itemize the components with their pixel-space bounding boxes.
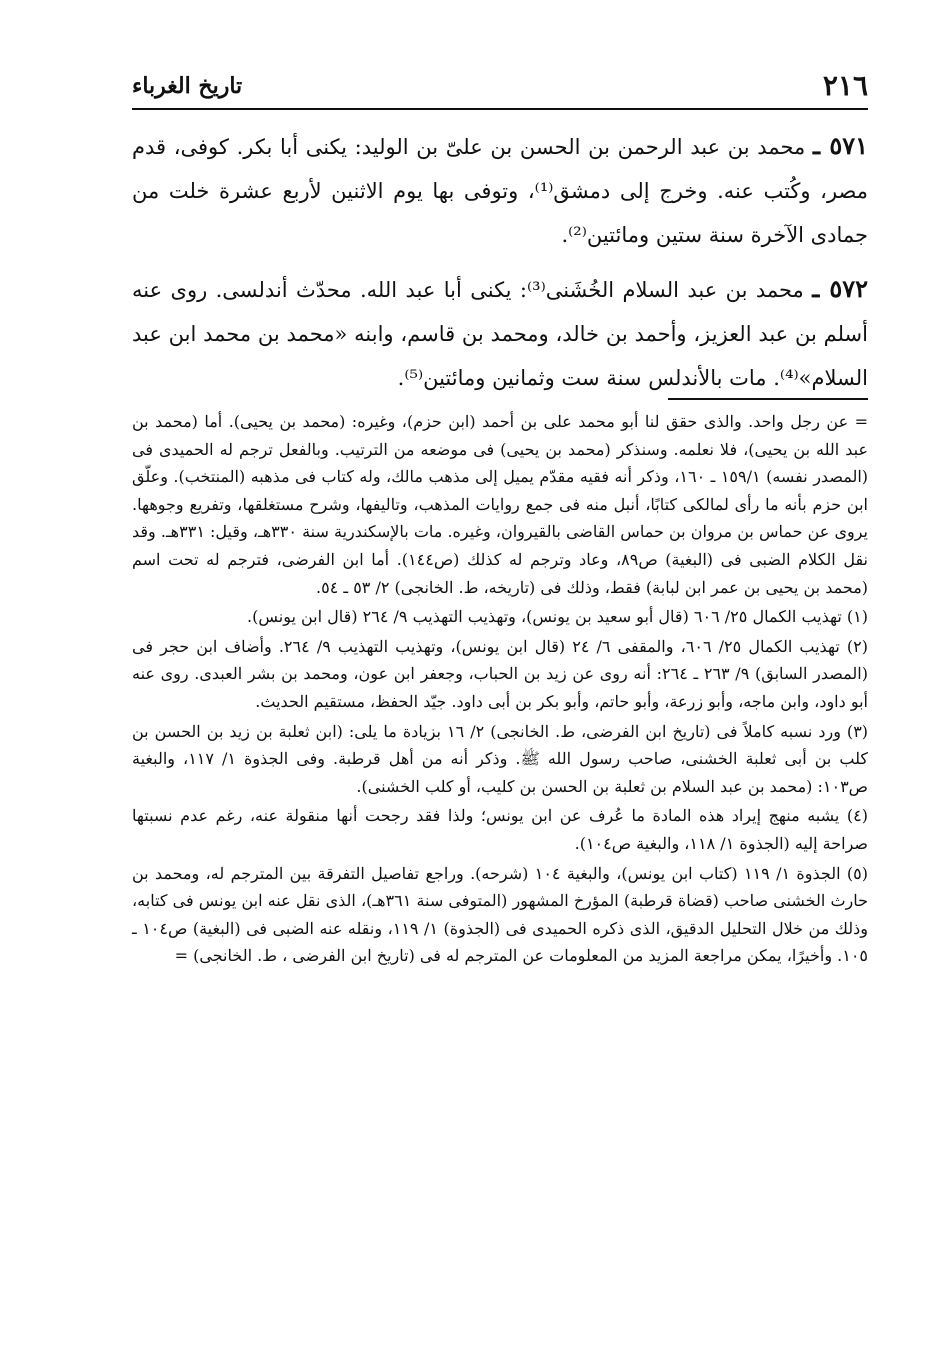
biography-entry: [132, 267, 868, 400]
page-number: ٢١٦: [822, 69, 868, 102]
footnote-3: (٣) ورد نسبه كاملاً فى (تاريخ ابن الفرضى، ط. الخانجى) ٢/ ١٦ بزيادة ما يلى: (ابن ثعلبة بن زيد بن الحسن بن كلب بن أبى ثعلبة الخشنى، صاحب رسول الله ﷺ. وذكر أنه من أهل قرطبة. وفى الجذوة ١/ ١١٧، والبغية ص١٠٣: (محمد بن عبد السلام بن ثعلبة بن الحسن بن كليب، أو كلب الخشنى).: [132, 721, 869, 796]
footnote-separator: [668, 398, 868, 400]
footnote-1: (١) تهذيب الكمال ٢٥/ ٦٠٦ (قال أبو سعيد بن يونس)، وتهذيب التهذيب ٩/ ٢٦٤ (قال ابن يونس).: [247, 607, 868, 627]
header-rule: [132, 108, 868, 110]
continued-footnote: = عن رجل واحد. والذى حقق لنا أبو محمد على بن أحمد (ابن حزم)، وغيره: (محمد بن يحيى). أما (محمد بن عبد الله بن يحيى)، فلا نعلمه. وسنذكر (محمد بن يحيى) فى موضعه من الترتيب. وبالفعل ترجم له الحميدى فى (المصدر نفسه) ١٥٩/١ ـ ١٦٠، وذكر أنه فقيه مقدّم يميل إلى مذهب مالك، وله كتاب فى مذهبه (المنتخب). وعلّق ابن حزم بأنه ما رأى لمالكى كتابًا، أنبل منه فى جمع روايات المذهب، وتاليفها، وشرح مستغلقها، وتفريع وجوهها. يروى عن حماس بن مروان بن حماس القاضى بالقيروان، وغيره. مات بالإسكندرية سنة ٣٣٠هـ، وقيل: ٣٣١هـ. وقد نقل الكلام الضبى فى (البغية) ص٨٩، وعاد وترجم له كذلك (ص١٤٤). أما ابن الفرضى، فترجم له تحت اسم (محمد بن يحيى بن عمر ابن لبابة) فقط، وذلك فى (تاريخه، ط. الخانجى) ٢/ ٥٣ ـ ٥٤.: [132, 412, 869, 597]
page-header: [132, 68, 868, 104]
entry-text: محمد بن عبد السلام الخُشَنى⁽³⁾: يكنى أبا عبد الله. محدّث أندلسى. روى عنه أسلم بن عبد العزيز، وأحمد بن خالد، ومحمد بن قاسم، وابنه «محمد بن محمد ابن عبد السلام»⁽⁴⁾. مات بالأندلس سنة ست وثمانين ومائتين⁽⁵⁾.: [132, 278, 868, 390]
footnotes: [132, 408, 868, 972]
entry-text: محمد بن عبد الرحمن بن الحسن بن علىّ بن الوليد: يكنى أبا بكر. كوفى، قدم مصر، وكُتب عنه. وخرج إلى دمشق⁽¹⁾، وتوفى بها يوم الاثنين لأربع عشرة خلت من جمادى الآخرة سنة ستين ومائتين⁽²⁾.: [132, 135, 868, 247]
entry-number: ٥٧١ ـ: [812, 131, 869, 160]
running-title: تاريخ الغرباء: [132, 73, 243, 99]
footnote-5: (٥) الجذوة ١/ ١١٩ (كتاب ابن يونس)، والبغية ١٠٤ (شرحه). وراجع تفاصيل التفرقة بين المترجم له، ومحمد بن حارث الخشنى صاحب (قضاة قرطبة) المؤرخ المشهور (المتوفى سنة ٣٦١هـ)، الذى نقل عنه ابن يونس فى كتابه، وذلك من خلال التحليل الدقيق، الذى ذكره الحميدى فى (الجذوة) ١/ ١١٩، ونقله عنه الضبى فى (البغية) ص١٠٤ ـ ١٠٥. وأخيرًا، يمكن مراجعة المزيد من المعلومات عن المترجم له فى (تاريخ ابن الفرضى ، ط. الخانجى) =: [132, 863, 869, 966]
biography-entry: [132, 124, 868, 257]
biography-entries: [132, 124, 868, 410]
entry-number: ٥٧٢ ـ: [812, 274, 868, 303]
footnote-2: (٢) تهذيب الكمال ٢٥/ ٦٠٦، والمقفى ٦/ ٢٤ (قال ابن يونس)، وتهذيب التهذيب ٩/ ٢٦٤. وأضاف ابن حجر فى (المصدر السابق) ٩/ ٢٦٣ ـ ٢٦٤: أنه روى عن زيد بن الحباب، وجعفر ابن عون، ومحمد بن بشر العبدى. روى عنه أبو داود، وابن ماجه، وأبو زرعة، وأبو حاتم، وأبو بكر بن أبى داود. جيّد الحفظ، مستقيم الحديث.: [132, 636, 868, 711]
footnote-4: (٤) يشبه منهج إيراد هذه المادة ما عُرف عن ابن يونس؛ ولذا فقد رجحت أنها منقولة عنه، رغم عدم نسبتها صراحة إليه (الجذوة ١/ ١١٨، والبغية ص١٠٤).: [132, 806, 868, 853]
